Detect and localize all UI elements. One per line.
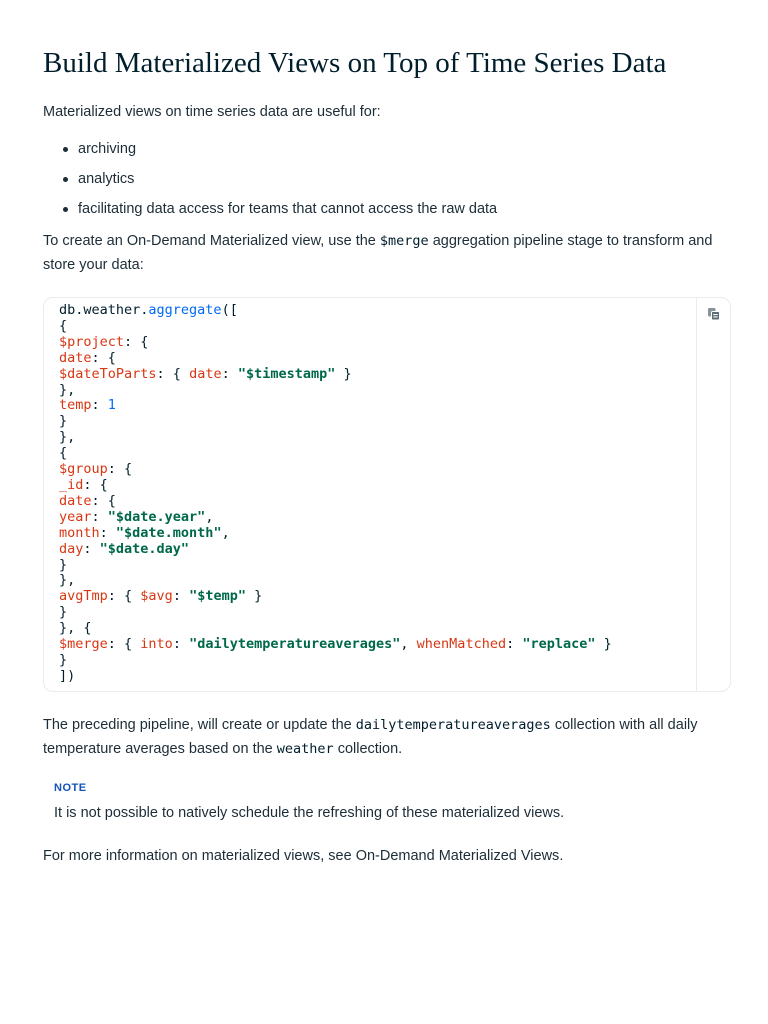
code-token: ,: [221, 524, 230, 541]
code-line: [59, 461, 132, 477]
note-text: It is not possible to natively schedule the refreshing of these materialized views.: [54, 805, 565, 821]
code-token: "$date.day": [99, 540, 190, 557]
code-token: "dailytemperatureaverages": [189, 636, 401, 653]
create-text-after: aggregation pipeline stage to transform and store your data:: [43, 233, 713, 273]
code-token: :: [99, 524, 116, 541]
list-item: analytics: [60, 167, 497, 197]
preceding-paragraph: [43, 713, 733, 761]
code-line: [59, 557, 67, 573]
intro-text: Materialized views on time series data are useful for:: [43, 104, 381, 120]
code-token: "$timestamp": [237, 365, 336, 382]
code-line: [59, 382, 75, 398]
code-token: :: [221, 365, 238, 382]
code-token: whenMatched: [416, 636, 507, 653]
code-token: "$date.month": [115, 524, 222, 541]
code-token: }: [245, 588, 263, 605]
code-token: },: [59, 429, 76, 446]
note-label: NOTE: [54, 782, 87, 794]
code-token: },: [59, 381, 76, 398]
code-toolbar: [696, 298, 730, 691]
code-line: [59, 509, 213, 525]
materialized-views-link[interactable]: On-Demand Materialized Views: [355, 848, 560, 864]
code-line: [59, 620, 92, 636]
list-item: archiving: [60, 137, 497, 167]
weather-inline-code: weather: [276, 741, 334, 757]
code-token: : {: [156, 365, 190, 382]
code-line: [59, 429, 75, 445]
code-token: $project: [59, 333, 125, 350]
code-token: }: [595, 636, 612, 653]
code-token: aggregate: [148, 302, 222, 318]
code-line: [59, 477, 108, 493]
code-block: [43, 297, 731, 692]
code-token: : {: [107, 636, 141, 653]
code-token: : {: [107, 588, 141, 605]
code-token: date: [59, 492, 92, 509]
code-token: $dateToParts: [59, 365, 157, 382]
code-line: [59, 302, 238, 318]
code-token: }: [59, 413, 68, 430]
create-paragraph: [43, 229, 733, 277]
preceding-text-1: The preceding pipeline, will create or update the: [43, 717, 356, 733]
code-token: ([: [221, 302, 238, 318]
code-token: {: [59, 317, 68, 334]
collection-inline-code: dailytemperatureaverages: [355, 717, 551, 733]
code-token: month: [59, 524, 100, 541]
code-token: "$temp": [189, 588, 246, 605]
code-token: avgTmp: [59, 588, 108, 605]
list-item: facilitating data access for teams that cannot access the raw data: [60, 197, 497, 227]
code-line: [59, 366, 352, 382]
more-info-paragraph: [43, 844, 563, 868]
preceding-text-2: collection with all daily temperature averages based on the: [43, 717, 698, 757]
code-token: ]): [59, 667, 76, 684]
code-token: db.weather.: [59, 302, 149, 318]
code-token: :: [91, 397, 108, 414]
code-line: [59, 588, 262, 604]
code-token: }: [59, 556, 68, 573]
code-token: : {: [107, 461, 133, 478]
code-token: :: [506, 636, 523, 653]
code-token: }: [59, 604, 68, 621]
code-token: ,: [205, 508, 214, 525]
code-line: [59, 413, 67, 429]
code-line: [59, 604, 67, 620]
code-token: date: [59, 349, 92, 366]
page-title: Build Materialized Views on Top of Time Series Data: [43, 47, 667, 79]
code-token: :: [172, 636, 190, 653]
code-token: :: [172, 588, 190, 605]
code-token: $group: [59, 461, 108, 478]
code-token: {: [59, 445, 68, 462]
code-token: _id: [59, 476, 84, 493]
preceding-text-3: collection.: [333, 741, 403, 757]
code-token: "replace": [522, 636, 596, 653]
code-token: day: [59, 540, 84, 557]
code-line: [59, 445, 67, 461]
code-token: "$date.year": [107, 508, 206, 525]
code-token: : {: [83, 476, 108, 493]
code-line: [59, 318, 67, 334]
code-token: $merge: [59, 636, 108, 653]
create-text-before: To create an On-Demand Materialized view, use the: [43, 233, 380, 249]
code-line: [59, 572, 75, 588]
code-line: [59, 397, 116, 413]
code-line: [59, 525, 230, 541]
copy-icon[interactable]: [707, 307, 721, 321]
code-line: [59, 636, 612, 652]
code-token: 1: [107, 397, 116, 414]
more-text-before: For more information on materialized views, see: [43, 848, 356, 864]
code-token: },: [59, 572, 76, 589]
code-token: : {: [91, 349, 116, 366]
code-line: [59, 334, 148, 350]
code-token: }, {: [59, 620, 92, 637]
uses-list: [60, 137, 497, 227]
code-token: }: [59, 651, 68, 668]
code-token: temp: [59, 397, 92, 414]
code-token: : {: [124, 333, 149, 350]
code-line: [59, 668, 75, 684]
code-line: [59, 493, 116, 509]
code-content[interactable]: [59, 303, 612, 685]
code-token: : {: [91, 492, 116, 509]
code-token: $avg: [140, 588, 173, 605]
code-line: [59, 541, 189, 557]
code-token: date: [189, 365, 222, 382]
code-line: [59, 652, 67, 668]
code-token: year: [59, 508, 92, 525]
code-line: [59, 350, 116, 366]
code-token: }: [335, 365, 352, 382]
more-text-after: .: [559, 848, 564, 864]
code-token: ,: [400, 636, 417, 653]
code-token: :: [83, 540, 100, 557]
code-token: into: [140, 636, 173, 653]
code-token: :: [91, 508, 108, 525]
merge-inline-code: $merge: [379, 233, 429, 249]
